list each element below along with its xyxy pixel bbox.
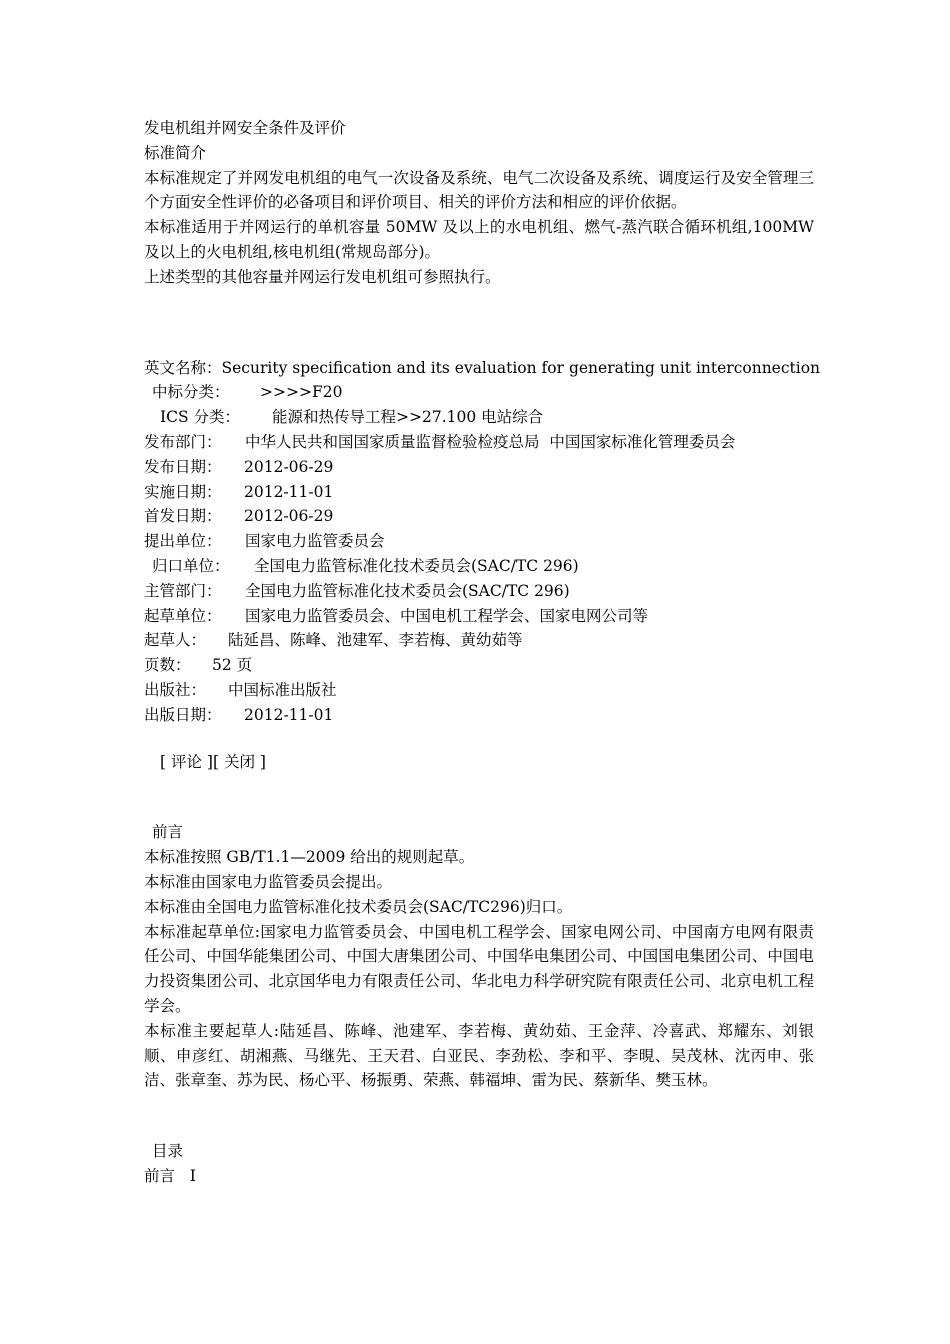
meta-drafters xyxy=(144,628,814,653)
meta-issuer xyxy=(144,430,814,455)
foreword-heading: 前言 xyxy=(152,823,184,842)
close-link[interactable]: 关闭 xyxy=(223,752,255,771)
meta-value: Security specification and its evaluation for generating unit interconnection xyxy=(221,358,821,377)
comment-link[interactable]: 评论 xyxy=(170,752,202,771)
meta-value: 能源和热传导工程>>27.100 电站综合 xyxy=(272,408,544,427)
meta-label: 发布日期： xyxy=(144,457,222,476)
meta-label: 中标分类： xyxy=(152,383,230,402)
meta-competent-dept xyxy=(144,579,814,604)
meta-ics xyxy=(144,405,814,430)
meta-value: 52 页 xyxy=(212,656,253,675)
toc-heading: 目录 xyxy=(152,1142,184,1161)
meta-label: 起草人： xyxy=(144,631,207,650)
toc-item-foreword[interactable]: 前言 I xyxy=(144,1166,196,1185)
meta-value: 2012-06-29 xyxy=(244,457,334,476)
meta-label: ICS 分类： xyxy=(160,408,241,427)
bracket-close: ] xyxy=(254,752,266,771)
meta-release-date xyxy=(144,455,814,480)
foreword-paragraph-4: 本标准起草单位:国家电力监管委员会、中国电机工程学会、国家电网公司、中国南方电网有限责任公司、中国华能集团公司、中国大唐集团公司、中国华电集团公司、中国国电集团公司、中国电力投资集团公司、北京国华电力有限责任公司、华北电力科学研究院有限责任公司、北京电机工程学会。 xyxy=(144,922,814,1015)
meta-label: 页数： xyxy=(144,656,191,675)
foreword-paragraph-2: 本标准由国家电力监管委员会提出。 xyxy=(144,872,393,891)
meta-label: 归口单位： xyxy=(152,556,230,575)
meta-proposer xyxy=(144,529,814,554)
meta-label: 出版社： xyxy=(144,680,207,699)
action-links xyxy=(144,750,814,775)
document-title: 发电机组并网安全条件及评价 xyxy=(144,119,346,137)
bracket-open: [ xyxy=(160,752,171,771)
meta-label: 起草单位： xyxy=(144,606,222,625)
meta-value: 中华人民共和国国家质量监督检验检疫总局 中国国家标准化管理委员会 xyxy=(245,432,736,451)
meta-publisher xyxy=(144,678,814,703)
meta-publish-date xyxy=(144,703,814,728)
meta-centralized-unit xyxy=(144,554,814,579)
foreword-paragraph-3: 本标准由全国电力监管标准化技术委员会(SAC/TC296)归口。 xyxy=(144,897,573,916)
meta-value: 全国电力监管标准化技术委员会(SAC/TC 296) xyxy=(254,556,579,575)
meta-label: 发布部门： xyxy=(144,432,222,451)
foreword-paragraph-5: 本标准主要起草人:陆延昌、陈峰、池建军、李若梅、黄幼茹、王金萍、冷喜武、郑耀东、刘银顺、申彦红、胡湘燕、马继先、王天君、白亚民、李劲松、李和平、李晛、吴茂林、沈丙申、张洁、张章奎、苏为民、杨心平、杨振勇、荣燕、韩福坤、雷为民、蔡新华、樊玉林。 xyxy=(144,1021,814,1090)
intro-paragraph-1: 本标准规定了并网发电机组的电气一次设备及系统、电气二次设备及系统、调度运行及安全管理三个方面安全性评价的必备项目和评价项目、相关的评价方法和相应的评价依据。 xyxy=(144,168,814,212)
meta-value: 2012-11-01 xyxy=(244,705,334,724)
meta-ccs xyxy=(144,380,814,405)
meta-label: 实施日期： xyxy=(144,482,222,501)
meta-value: 2012-06-29 xyxy=(244,507,334,526)
foreword-paragraph-1: 本标准按照 GB/T1.1—2009 给出的规则起草。 xyxy=(144,848,475,867)
meta-value: 国家电力监管委员会、中国电机工程学会、国家电网公司等 xyxy=(245,606,649,625)
intro-paragraph-3: 上述类型的其他容量并网运行发电机组可参照执行。 xyxy=(144,267,501,286)
meta-label: 提出单位： xyxy=(144,532,222,551)
meta-drafting-unit xyxy=(144,604,814,629)
meta-label: 出版日期： xyxy=(144,705,222,724)
meta-value: >>>>F20 xyxy=(260,383,343,402)
meta-pages xyxy=(144,653,814,678)
metadata-block xyxy=(144,356,821,728)
intro-heading: 标准简介 xyxy=(144,143,207,162)
bracket-mid: ][ xyxy=(202,752,224,771)
intro-paragraph-2: 本标准适用于并网运行的单机容量 50MW 及以上的水电机组、燃气-蒸汽联合循环机组,100MW 及以上的火电机组,核电机组(常规岛部分)。 xyxy=(144,218,814,261)
meta-implement-date xyxy=(144,480,814,505)
meta-english-name xyxy=(144,356,821,381)
document-page xyxy=(144,116,821,1189)
meta-label: 首发日期： xyxy=(144,507,222,526)
meta-label: 主管部门： xyxy=(144,581,222,600)
meta-first-release-date xyxy=(144,504,814,529)
meta-value: 中国标准出版社 xyxy=(228,680,337,699)
meta-value: 国家电力监管委员会 xyxy=(245,532,385,551)
meta-value: 2012-11-01 xyxy=(244,482,334,501)
meta-value: 全国电力监管标准化技术委员会(SAC/TC 296) xyxy=(245,581,570,600)
meta-label: 英文名称： xyxy=(144,358,222,377)
meta-value: 陆延昌、陈峰、池建军、李若梅、黄幼茹等 xyxy=(228,631,523,650)
